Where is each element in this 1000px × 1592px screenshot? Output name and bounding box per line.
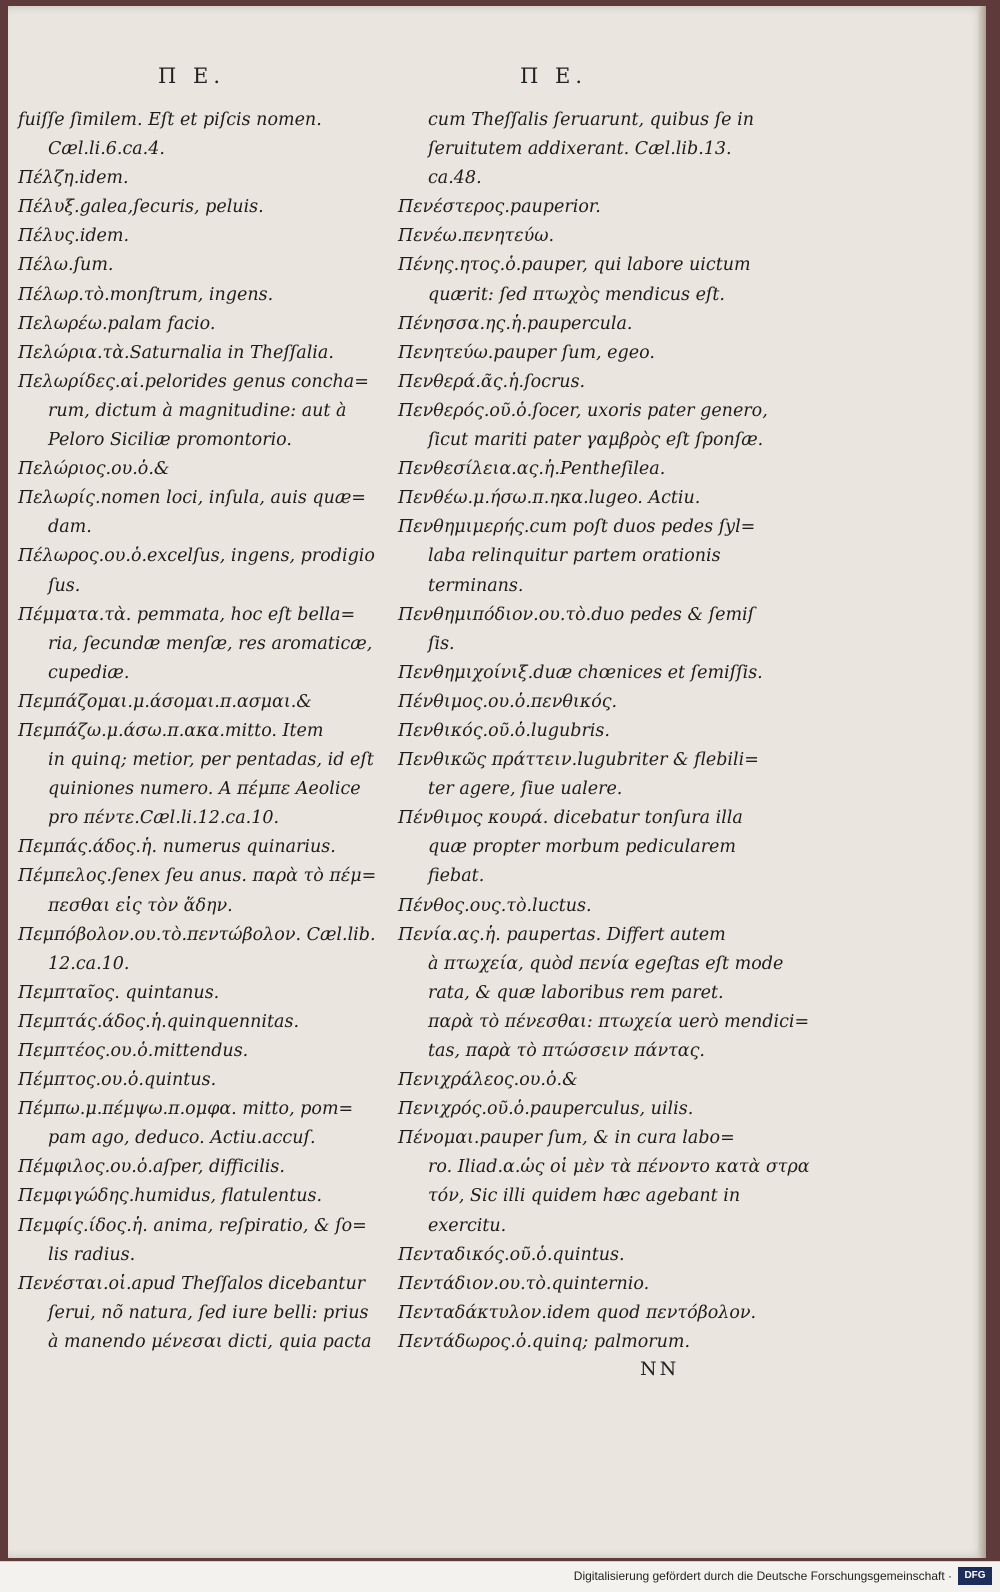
text-line: Πέμπελος.ſenex ſeu anus. παρὰ τὸ πέμ= xyxy=(18,866,377,887)
text-line: 12.ca.10. xyxy=(48,953,130,974)
text-line: Πενθημιμερής.cum poſt duos pedes ſyl= xyxy=(398,517,756,538)
text-line: Πενθικῶς πράττειν.lugubriter & flebili= xyxy=(398,750,759,771)
text-line: rum, dictum à magnitudine: aut à xyxy=(48,400,347,421)
text-line: à πτωχεία, quòd πενία egeſtas eſt mode xyxy=(428,953,784,974)
text-line: cum Theſſalis ſeruarunt, quibus ſe in xyxy=(428,110,754,130)
text-line: quærit: ſed πτωχὸς mendicus eſt. xyxy=(428,284,725,305)
text-line: Πενιχρός.οῦ.ὁ.pauperculus, uilis. xyxy=(398,1099,694,1120)
text-line: Πελωρέω.palam facio. xyxy=(18,313,216,334)
text-line: Πένθιμος.ου.ὁ.πενθικός. xyxy=(398,691,618,712)
text-line: exercitu. xyxy=(428,1215,507,1236)
text-line: in quinq; metior, per pentadas, id eſt xyxy=(48,750,374,771)
text-line: Πενητεύω.pauper ſum, egeo. xyxy=(398,342,655,363)
text-line: Πεμπτάς.άδος.ἡ.quinquennitas. xyxy=(18,1011,300,1032)
text-line: Πενιχράλεος.ου.ὁ.& xyxy=(398,1070,578,1091)
text-line: Πενθημιπόδιον.ου.τὸ.duo pedes & ſemiſ xyxy=(398,604,755,625)
text-line: ſus. xyxy=(48,575,81,596)
text-line: Πέλω.ſum. xyxy=(18,255,114,276)
text-line: Cæl.li.6.ca.4. xyxy=(48,139,165,160)
text-line: Πενθέω.μ.ήσω.π.ηκα.lugeo. Actiu. xyxy=(398,488,701,509)
text-line: laba relinquitur partem orationis xyxy=(428,546,721,567)
text-line: Πέμπω.μ.πέμψω.π.ομφα. mitto, pom= xyxy=(18,1099,354,1120)
text-line: cupediæ. xyxy=(48,662,130,683)
running-header-right: Π E. xyxy=(520,64,587,88)
text-line: lis radius. xyxy=(48,1244,136,1265)
text-line: Πεμπταῖος. quintanus. xyxy=(18,982,220,1003)
left-column xyxy=(18,106,378,1357)
text-line: Πενθεσίλεια.ας.ἡ.Pentheſilea. xyxy=(398,459,666,480)
text-line: terminans. xyxy=(428,575,524,596)
text-line: Πέμφιλος.ου.ὁ.aſper, difficilis. xyxy=(18,1157,285,1178)
text-line: τόν, Sic illi quidem hæc agebant in xyxy=(428,1186,741,1207)
text-line: Πενταδάκτυλον.idem quod πεντόβολον. xyxy=(398,1302,757,1323)
text-line: ſerui, nõ natura, ſed iure belli: prius xyxy=(48,1302,369,1323)
text-line: Πενθερά.ᾶς.ἡ.ſocrus. xyxy=(398,371,586,392)
text-line: Πελώρια.τὰ.Saturnalia in Theſſalia. xyxy=(18,342,334,363)
text-line: tas, παρὰ τὸ πτώσσειν πάντας. xyxy=(428,1041,705,1061)
text-line: ca.48. xyxy=(428,168,482,189)
text-line: Πέλυξ.galea,ſecuris, peluis. xyxy=(18,197,264,218)
text-line: Πέλωρος.ου.ὁ.excelſus, ingens, prodigio xyxy=(18,546,375,567)
text-line: Πένθος.ους.τὸ.luctus. xyxy=(398,895,592,916)
text-line: Πένομαι.pauper ſum, & in cura labo= xyxy=(398,1128,735,1149)
text-line: Πεντάδωρος.ὁ.quinq; palmorum. xyxy=(398,1331,691,1352)
text-line: Πέλυς.idem. xyxy=(18,226,130,247)
text-line: Πελωρίδες.αἱ.pelorides genus concha= xyxy=(18,371,369,392)
text-line: Πενέω.πενητεύω. xyxy=(398,226,555,247)
text-line: πεσθαι εἰς τὸν ἅδην. xyxy=(48,895,233,916)
text-line: quæ propter morbum pedicularem xyxy=(428,837,737,858)
text-line: ſeruitutem addixerant. Cæl.lib.13. xyxy=(428,139,732,160)
dfg-logo: DFG xyxy=(958,1567,992,1585)
text-line: Πενέσται.οἱ.apud Theſſalos dicebantur xyxy=(18,1273,366,1294)
page-edge xyxy=(978,6,986,1558)
text-line: Πένης.ητος.ὁ.pauper, qui labore uictum xyxy=(398,255,751,276)
text-line: fiebat. xyxy=(428,866,485,887)
text-line: Πεντάδιον.ου.τὸ.quinternio. xyxy=(398,1273,650,1294)
text-line: ter agere, ſiue ualere. xyxy=(428,779,623,800)
book-page xyxy=(8,6,986,1558)
text-line: Πεμπόβολον.ου.τὸ.πεντώβολον. Cæl.lib. xyxy=(18,924,376,945)
text-line: Πελώριος.ου.ὁ.& xyxy=(18,459,170,480)
text-line: fuiſſe ſimilem. Eſt et piſcis nomen. xyxy=(18,110,322,130)
text-line: Peloro Siciliæ promontorio. xyxy=(48,430,292,451)
text-line: ro. Iliad.α.ὡς οἱ μὲν τὰ πένοντο κατὰ στρα xyxy=(428,1157,810,1178)
running-header-left: Π E. xyxy=(158,64,225,88)
text-line: Πένησσα.ης.ἡ.paupercula. xyxy=(398,313,633,334)
text-line: Πένθιμος κουρά. dicebatur tonſura illa xyxy=(398,808,743,829)
text-line: Πέμπτος.ου.ὁ.quintus. xyxy=(18,1070,217,1091)
text-line: rata, & quæ laboribus rem paret. xyxy=(428,982,724,1003)
text-line: Πέλζη.idem. xyxy=(18,168,129,189)
text-line: Πελωρίς.nomen loci, inſula, auis quæ= xyxy=(18,488,366,509)
funding-notice: Digitalisierung gefördert durch die Deutsche Forschungsgemeinschaft · xyxy=(573,1569,952,1583)
text-line: ria, ſecundæ menſæ, res aromaticæ, xyxy=(48,633,373,654)
text-line: dam. xyxy=(48,517,92,538)
text-line: Πεμπάζομαι.μ.άσομαι.π.ασμαι.& xyxy=(18,691,312,712)
text-line: Πενταδικός.οῦ.ὁ.quintus. xyxy=(398,1244,625,1265)
text-line: Πενθημιχοίνιξ.duæ chœnices et ſemiſſis. xyxy=(398,662,763,683)
footer-bar xyxy=(0,1561,1000,1592)
text-line: παρὰ τὸ πένεσθαι: πτωχεία uerò mendici= xyxy=(428,1011,810,1032)
text-line: Πέλωρ.τὸ.monſtrum, ingens. xyxy=(18,284,274,305)
text-line: Πενία.ας.ἡ. paupertas. Differt autem xyxy=(398,924,726,945)
text-line: Πεμπτέος.ου.ὁ.mittendus. xyxy=(18,1041,249,1061)
text-line: Πεμπάς.άδος.ἡ. numerus quinarius. xyxy=(18,837,336,858)
text-line: Πεμφίς.ίδος.ἡ. anima, reſpiratio, & ſo= xyxy=(18,1215,367,1236)
text-line: pro πέντε.Cæl.li.12.ca.10. xyxy=(48,808,280,829)
right-column xyxy=(398,106,810,1357)
text-line: pam ago, deduco. Actiu.accuſ. xyxy=(48,1128,316,1149)
text-line: Πενθικός.οῦ.ὁ.lugubris. xyxy=(398,720,610,741)
text-line: à manendo μένεσαι dicti, quia pacta xyxy=(48,1331,372,1352)
text-line: Πενθερός.οῦ.ὁ.ſocer, uxoris pater genero, xyxy=(398,400,768,421)
text-line: Πέμματα.τὰ. pemmata, hoc eſt bella= xyxy=(18,604,356,625)
text-line: ſis. xyxy=(428,633,455,654)
signature-mark: NN xyxy=(640,1358,680,1380)
text-line: Πενέστερος.pauperior. xyxy=(398,197,601,218)
text-line: Πεμπάζω.μ.άσω.π.ακα.mitto. Item xyxy=(18,720,324,741)
text-line: Πεμφιγώδης.humidus, flatulentus. xyxy=(18,1186,323,1207)
text-line: quiniones numero. A πέμπε Aeolice xyxy=(48,779,361,800)
text-line: ſicut mariti pater γαμβρὸς eſt ſponſæ. xyxy=(428,430,764,451)
